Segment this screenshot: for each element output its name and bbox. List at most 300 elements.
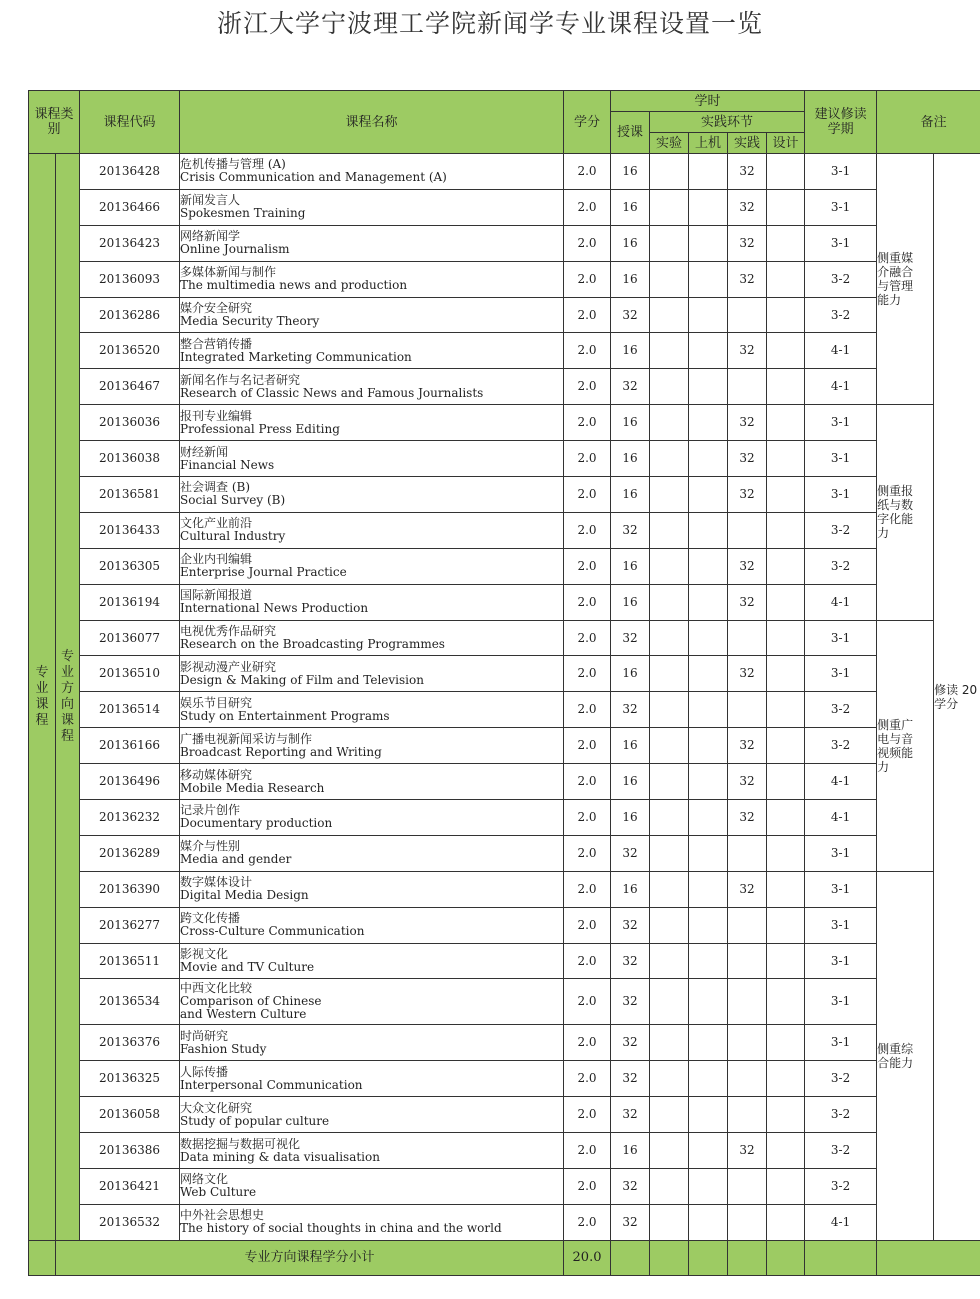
course-name-cn: 娱乐节目研究: [180, 695, 253, 710]
course-lecture-hours: 16: [611, 333, 650, 369]
course-name: [180, 1025, 564, 1061]
course-name: [180, 405, 564, 441]
table-row: [29, 441, 980, 477]
course-code: 20136532: [80, 1204, 180, 1240]
header-experiment: 实验: [650, 133, 689, 154]
course-lecture-hours: 32: [611, 620, 650, 656]
course-design-hours: [767, 333, 805, 369]
course-lecture-hours: 32: [611, 907, 650, 943]
course-design-hours: [767, 1133, 805, 1169]
course-name-cn: 人际传播: [180, 1064, 229, 1079]
course-name: [180, 297, 564, 333]
course-code: 20136423: [80, 225, 180, 261]
course-semester: 3-1: [805, 405, 877, 441]
course-name-en: The history of social thoughts in china and the world: [180, 1221, 502, 1236]
group-note: [877, 871, 934, 1240]
course-name-cn: 记录片创作: [180, 803, 241, 818]
course-name-cn: 新闻名作与名记者研究: [180, 372, 301, 387]
course-experiment-hours: [650, 405, 689, 441]
course-name-cn: 危机传播与管理 (A): [180, 157, 286, 172]
course-name-en: Cultural Industry: [180, 529, 286, 544]
course-lecture-hours: 16: [611, 261, 650, 297]
course-code: 20136511: [80, 943, 180, 979]
course-semester: 4-1: [805, 584, 877, 620]
course-credit: 2.0: [564, 728, 611, 764]
course-credit: 2.0: [564, 979, 611, 1025]
course-practicum-hours: [728, 297, 767, 333]
table-row: [29, 1133, 980, 1169]
course-lecture-hours: 16: [611, 656, 650, 692]
course-name-en: Enterprise Journal Practice: [180, 565, 347, 580]
course-computer-hours: [689, 405, 728, 441]
course-code: 20136232: [80, 800, 180, 836]
course-experiment-hours: [650, 800, 689, 836]
course-computer-hours: [689, 907, 728, 943]
course-name-en: Media Security Theory: [180, 314, 320, 328]
course-code: 20136514: [80, 692, 180, 728]
course-computer-hours: [689, 512, 728, 548]
course-name: [180, 800, 564, 836]
course-name-en: Media and gender: [180, 852, 292, 867]
group-note: [877, 154, 934, 405]
header-remarks: 备注: [877, 91, 980, 154]
course-experiment-hours: [650, 189, 689, 225]
subcategory-label: 专业方向课程: [60, 648, 74, 744]
table-row: [29, 764, 980, 800]
course-name: [180, 620, 564, 656]
course-name-cn: 电视优秀作品研究: [180, 624, 277, 639]
table-row: [29, 656, 980, 692]
course-name: [180, 1204, 564, 1240]
course-experiment-hours: [650, 261, 689, 297]
course-name-cn: 中外社会思想史: [180, 1208, 265, 1223]
course-code: 20136581: [80, 477, 180, 513]
course-lecture-hours: 32: [611, 1204, 650, 1240]
course-name: [180, 1097, 564, 1133]
course-code: 20136038: [80, 441, 180, 477]
course-semester: 3-1: [805, 154, 877, 190]
course-name-en: Broadcast Reporting and Writing: [180, 744, 382, 759]
course-code: 20136376: [80, 1025, 180, 1061]
table-row: [29, 620, 980, 656]
course-practicum-hours: 32: [728, 189, 767, 225]
course-name: [180, 333, 564, 369]
course-lecture-hours: 16: [611, 800, 650, 836]
course-design-hours: [767, 1169, 805, 1205]
course-experiment-hours: [650, 1061, 689, 1097]
course-lecture-hours: 16: [611, 728, 650, 764]
table-row: [29, 1097, 980, 1133]
table-row: [29, 584, 980, 620]
course-computer-hours: [689, 1061, 728, 1097]
subtotal-credit: 20.0: [564, 1240, 611, 1275]
course-design-hours: [767, 800, 805, 836]
course-computer-hours: [689, 1025, 728, 1061]
course-credit: 2.0: [564, 369, 611, 405]
course-computer-hours: [689, 189, 728, 225]
course-experiment-hours: [650, 1133, 689, 1169]
course-code: 20136289: [80, 835, 180, 871]
course-experiment-hours: [650, 1097, 689, 1133]
course-code: 20136534: [80, 979, 180, 1025]
table-row: [29, 261, 980, 297]
course-name-cn: 大众文化研究: [180, 1100, 253, 1115]
course-name-cn: 时尚研究: [180, 1028, 229, 1043]
course-practicum-hours: [728, 512, 767, 548]
course-design-hours: [767, 441, 805, 477]
course-name: [180, 441, 564, 477]
course-lecture-hours: 32: [611, 1061, 650, 1097]
course-experiment-hours: [650, 225, 689, 261]
subtotal-spacer: [29, 1240, 56, 1275]
course-design-hours: [767, 871, 805, 907]
course-semester: 3-2: [805, 548, 877, 584]
course-code: 20136194: [80, 584, 180, 620]
table-row: [29, 1061, 980, 1097]
course-code: 20136077: [80, 620, 180, 656]
course-computer-hours: [689, 871, 728, 907]
course-name-cn: 网络新闻学: [180, 229, 241, 244]
course-name-en: Spokesmen Training: [180, 206, 306, 221]
course-practicum-hours: [728, 1097, 767, 1133]
course-practicum-hours: [728, 1204, 767, 1240]
course-experiment-hours: [650, 835, 689, 871]
course-computer-hours: [689, 943, 728, 979]
course-semester: 3-2: [805, 692, 877, 728]
course-credit: 2.0: [564, 764, 611, 800]
course-design-hours: [767, 692, 805, 728]
course-name-en: Data mining & data visualisation: [180, 1149, 380, 1164]
course-code: 20136433: [80, 512, 180, 548]
course-practicum-hours: 32: [728, 728, 767, 764]
course-experiment-hours: [650, 1204, 689, 1240]
course-practicum-hours: [728, 1061, 767, 1097]
course-name-en: Research on the Broadcasting Programmes: [180, 637, 445, 652]
course-credit: 2.0: [564, 405, 611, 441]
header-lecture: 授课: [611, 112, 650, 154]
course-computer-hours: [689, 979, 728, 1025]
table-row: [29, 297, 980, 333]
course-name-en: Crisis Communication and Management (A): [180, 170, 447, 185]
table-row: [29, 907, 980, 943]
course-name-en: Fashion Study: [180, 1041, 267, 1056]
course-computer-hours: [689, 369, 728, 405]
course-lecture-hours: 16: [611, 189, 650, 225]
course-name: [180, 1169, 564, 1205]
course-code: 20136325: [80, 1061, 180, 1097]
subtotal-empty: [767, 1240, 805, 1275]
course-name-cn: 广播电视新闻采访与制作: [180, 731, 313, 746]
table-row: [29, 477, 980, 513]
course-credit: 2.0: [564, 1169, 611, 1205]
course-name-cn: 数据挖掘与数据可视化: [180, 1136, 301, 1151]
header-code: 课程代码: [80, 91, 180, 154]
table-row: [29, 943, 980, 979]
course-semester: 4-1: [805, 764, 877, 800]
subtotal-empty: [805, 1240, 877, 1275]
course-name: [180, 728, 564, 764]
course-experiment-hours: [650, 512, 689, 548]
table-row: [29, 728, 980, 764]
course-name-cn: 跨文化传播: [180, 911, 241, 926]
course-semester: 3-2: [805, 1061, 877, 1097]
course-name: [180, 1133, 564, 1169]
course-experiment-hours: [650, 441, 689, 477]
course-design-hours: [767, 1025, 805, 1061]
requirement-note: 修读 20 学分: [934, 154, 980, 1241]
course-practicum-hours: 32: [728, 333, 767, 369]
course-experiment-hours: [650, 584, 689, 620]
course-computer-hours: [689, 441, 728, 477]
course-semester: 3-2: [805, 1133, 877, 1169]
page-title: 浙江大学宁波理工学院新闻学专业课程设置一览: [216, 9, 763, 38]
course-name-en: Interpersonal Communication: [180, 1077, 363, 1092]
course-computer-hours: [689, 835, 728, 871]
course-name-en: International News Production: [180, 601, 369, 616]
course-semester: 4-1: [805, 1204, 877, 1240]
course-credit: 2.0: [564, 1097, 611, 1133]
course-code: 20136093: [80, 261, 180, 297]
table-row: [29, 692, 980, 728]
course-semester: 3-1: [805, 943, 877, 979]
course-semester: 4-1: [805, 369, 877, 405]
course-design-hours: [767, 835, 805, 871]
course-computer-hours: [689, 154, 728, 190]
course-computer-hours: [689, 261, 728, 297]
subtotal-label: 专业方向课程学分小计: [56, 1240, 564, 1275]
table-row: [29, 189, 980, 225]
subtotal-empty: [650, 1240, 689, 1275]
course-design-hours: [767, 1097, 805, 1133]
course-credit: 2.0: [564, 548, 611, 584]
course-lecture-hours: 32: [611, 1169, 650, 1205]
course-design-hours: [767, 548, 805, 584]
header-computer: 上机: [689, 133, 728, 154]
course-credit: 2.0: [564, 261, 611, 297]
course-design-hours: [767, 261, 805, 297]
course-lecture-hours: 16: [611, 871, 650, 907]
subcategory-cell: [56, 154, 80, 1241]
course-design-hours: [767, 369, 805, 405]
course-name: [180, 225, 564, 261]
course-lecture-hours: 16: [611, 477, 650, 513]
course-experiment-hours: [650, 154, 689, 190]
course-experiment-hours: [650, 333, 689, 369]
category-cell: [29, 154, 56, 1241]
course-lecture-hours: 32: [611, 692, 650, 728]
table-row: [29, 333, 980, 369]
course-experiment-hours: [650, 728, 689, 764]
course-design-hours: [767, 405, 805, 441]
course-practicum-hours: [728, 979, 767, 1025]
course-experiment-hours: [650, 656, 689, 692]
table-row: [29, 512, 980, 548]
course-experiment-hours: [650, 297, 689, 333]
course-code: 20136277: [80, 907, 180, 943]
course-name: [180, 189, 564, 225]
course-code: 20136036: [80, 405, 180, 441]
course-code: 20136390: [80, 871, 180, 907]
course-experiment-hours: [650, 1025, 689, 1061]
course-name-en: The multimedia news and production: [180, 278, 408, 293]
course-practicum-hours: 32: [728, 764, 767, 800]
category-label: 专业课程: [35, 664, 49, 728]
subtotal-empty: [611, 1240, 650, 1275]
course-practicum-hours: 32: [728, 584, 767, 620]
course-practicum-hours: 32: [728, 871, 767, 907]
header-semester: 建议修读学期: [805, 91, 877, 154]
course-semester: 3-2: [805, 512, 877, 548]
course-code: 20136286: [80, 297, 180, 333]
course-name: [180, 943, 564, 979]
course-code: 20136305: [80, 548, 180, 584]
course-practicum-hours: 32: [728, 1133, 767, 1169]
course-experiment-hours: [650, 620, 689, 656]
course-name-cn: 企业内刊编辑: [180, 552, 253, 567]
course-semester: 3-2: [805, 728, 877, 764]
course-semester: 3-1: [805, 979, 877, 1025]
course-lecture-hours: 16: [611, 764, 650, 800]
course-code: 20136510: [80, 656, 180, 692]
course-semester: 3-1: [805, 871, 877, 907]
course-name-cn: 移动媒体研究: [180, 767, 253, 782]
course-name: [180, 154, 564, 190]
course-computer-hours: [689, 1133, 728, 1169]
course-name-en: Study on Entertainment Programs: [180, 708, 390, 723]
course-credit: 2.0: [564, 835, 611, 871]
course-experiment-hours: [650, 692, 689, 728]
subtotal-empty: [877, 1240, 980, 1275]
course-computer-hours: [689, 1204, 728, 1240]
course-semester: 3-1: [805, 620, 877, 656]
course-credit: 2.0: [564, 1025, 611, 1061]
course-design-hours: [767, 764, 805, 800]
course-name: [180, 369, 564, 405]
course-semester: 3-1: [805, 907, 877, 943]
course-name-cn: 中西文化比较: [180, 981, 253, 996]
course-semester: 3-1: [805, 1025, 877, 1061]
course-name: [180, 261, 564, 297]
course-code: 20136386: [80, 1133, 180, 1169]
table-row: [29, 1204, 980, 1240]
course-name: [180, 907, 564, 943]
table-row: [29, 835, 980, 871]
subtotal-row: [29, 1240, 980, 1275]
header-name: 课程名称: [180, 91, 564, 154]
course-name-en: Professional Press Editing: [180, 421, 340, 436]
course-experiment-hours: [650, 979, 689, 1025]
course-credit: 2.0: [564, 512, 611, 548]
course-name-en: and Western Culture: [180, 1007, 307, 1022]
course-design-hours: [767, 728, 805, 764]
course-code: 20136166: [80, 728, 180, 764]
course-name: [180, 584, 564, 620]
course-design-hours: [767, 656, 805, 692]
course-code: 20136466: [80, 189, 180, 225]
course-name-cn: 网络文化: [180, 1172, 229, 1187]
course-lecture-hours: 32: [611, 369, 650, 405]
course-name: [180, 656, 564, 692]
table-row: [29, 1169, 980, 1205]
course-credit: 2.0: [564, 333, 611, 369]
group-note: [877, 620, 934, 871]
course-lecture-hours: 32: [611, 512, 650, 548]
course-name-en: Integrated Marketing Communication: [180, 349, 412, 364]
course-name: [180, 871, 564, 907]
course-practicum-hours: [728, 943, 767, 979]
course-practicum-hours: [728, 1169, 767, 1205]
course-lecture-hours: 16: [611, 1133, 650, 1169]
course-design-hours: [767, 979, 805, 1025]
course-practicum-hours: 32: [728, 225, 767, 261]
course-name-en: Digital Media Design: [180, 888, 309, 903]
course-credit: 2.0: [564, 1204, 611, 1240]
course-design-hours: [767, 297, 805, 333]
course-practicum-hours: 32: [728, 477, 767, 513]
course-semester: 3-1: [805, 477, 877, 513]
course-name: [180, 764, 564, 800]
course-name-cn: 媒介安全研究: [180, 301, 253, 315]
course-name-cn: 国际新闻报道: [180, 588, 253, 603]
course-practicum-hours: 32: [728, 656, 767, 692]
course-credit: 2.0: [564, 1133, 611, 1169]
course-credit: 2.0: [564, 871, 611, 907]
course-computer-hours: [689, 764, 728, 800]
course-name-en: Study of popular culture: [180, 1113, 330, 1128]
course-lecture-hours: 16: [611, 225, 650, 261]
course-credit: 2.0: [564, 800, 611, 836]
course-design-hours: [767, 154, 805, 190]
course-practicum-hours: 32: [728, 261, 767, 297]
table-row: [29, 1025, 980, 1061]
header-practicum: 实践: [728, 133, 767, 154]
course-name-en: Documentary production: [180, 816, 333, 831]
course-credit: 2.0: [564, 656, 611, 692]
course-credit: 2.0: [564, 1061, 611, 1097]
course-design-hours: [767, 620, 805, 656]
course-lecture-hours: 16: [611, 405, 650, 441]
course-code: 20136496: [80, 764, 180, 800]
course-semester: 3-2: [805, 1169, 877, 1205]
course-practicum-hours: 32: [728, 154, 767, 190]
group-note: [877, 405, 934, 620]
course-experiment-hours: [650, 369, 689, 405]
course-lecture-hours: 32: [611, 943, 650, 979]
course-practicum-hours: [728, 692, 767, 728]
course-design-hours: [767, 943, 805, 979]
course-practicum-hours: 32: [728, 548, 767, 584]
course-lecture-hours: 32: [611, 297, 650, 333]
table-row: [29, 979, 980, 1025]
course-computer-hours: [689, 297, 728, 333]
course-computer-hours: [689, 728, 728, 764]
course-practicum-hours: 32: [728, 800, 767, 836]
table-row: [29, 800, 980, 836]
course-name-cn: 影视动漫产业研究: [180, 659, 277, 674]
course-name-cn: 媒介与性别: [180, 839, 241, 854]
course-design-hours: [767, 225, 805, 261]
course-name: [180, 1061, 564, 1097]
course-credit: 2.0: [564, 297, 611, 333]
course-practicum-hours: [728, 369, 767, 405]
course-experiment-hours: [650, 907, 689, 943]
course-name-cn: 多媒体新闻与制作: [180, 265, 277, 280]
course-experiment-hours: [650, 477, 689, 513]
group-note-text: 侧重报纸与数字化能力: [877, 484, 914, 541]
course-semester: 3-1: [805, 189, 877, 225]
group-note-text: 侧重媒介融合与管理能力: [877, 251, 914, 308]
course-name: [180, 835, 564, 871]
